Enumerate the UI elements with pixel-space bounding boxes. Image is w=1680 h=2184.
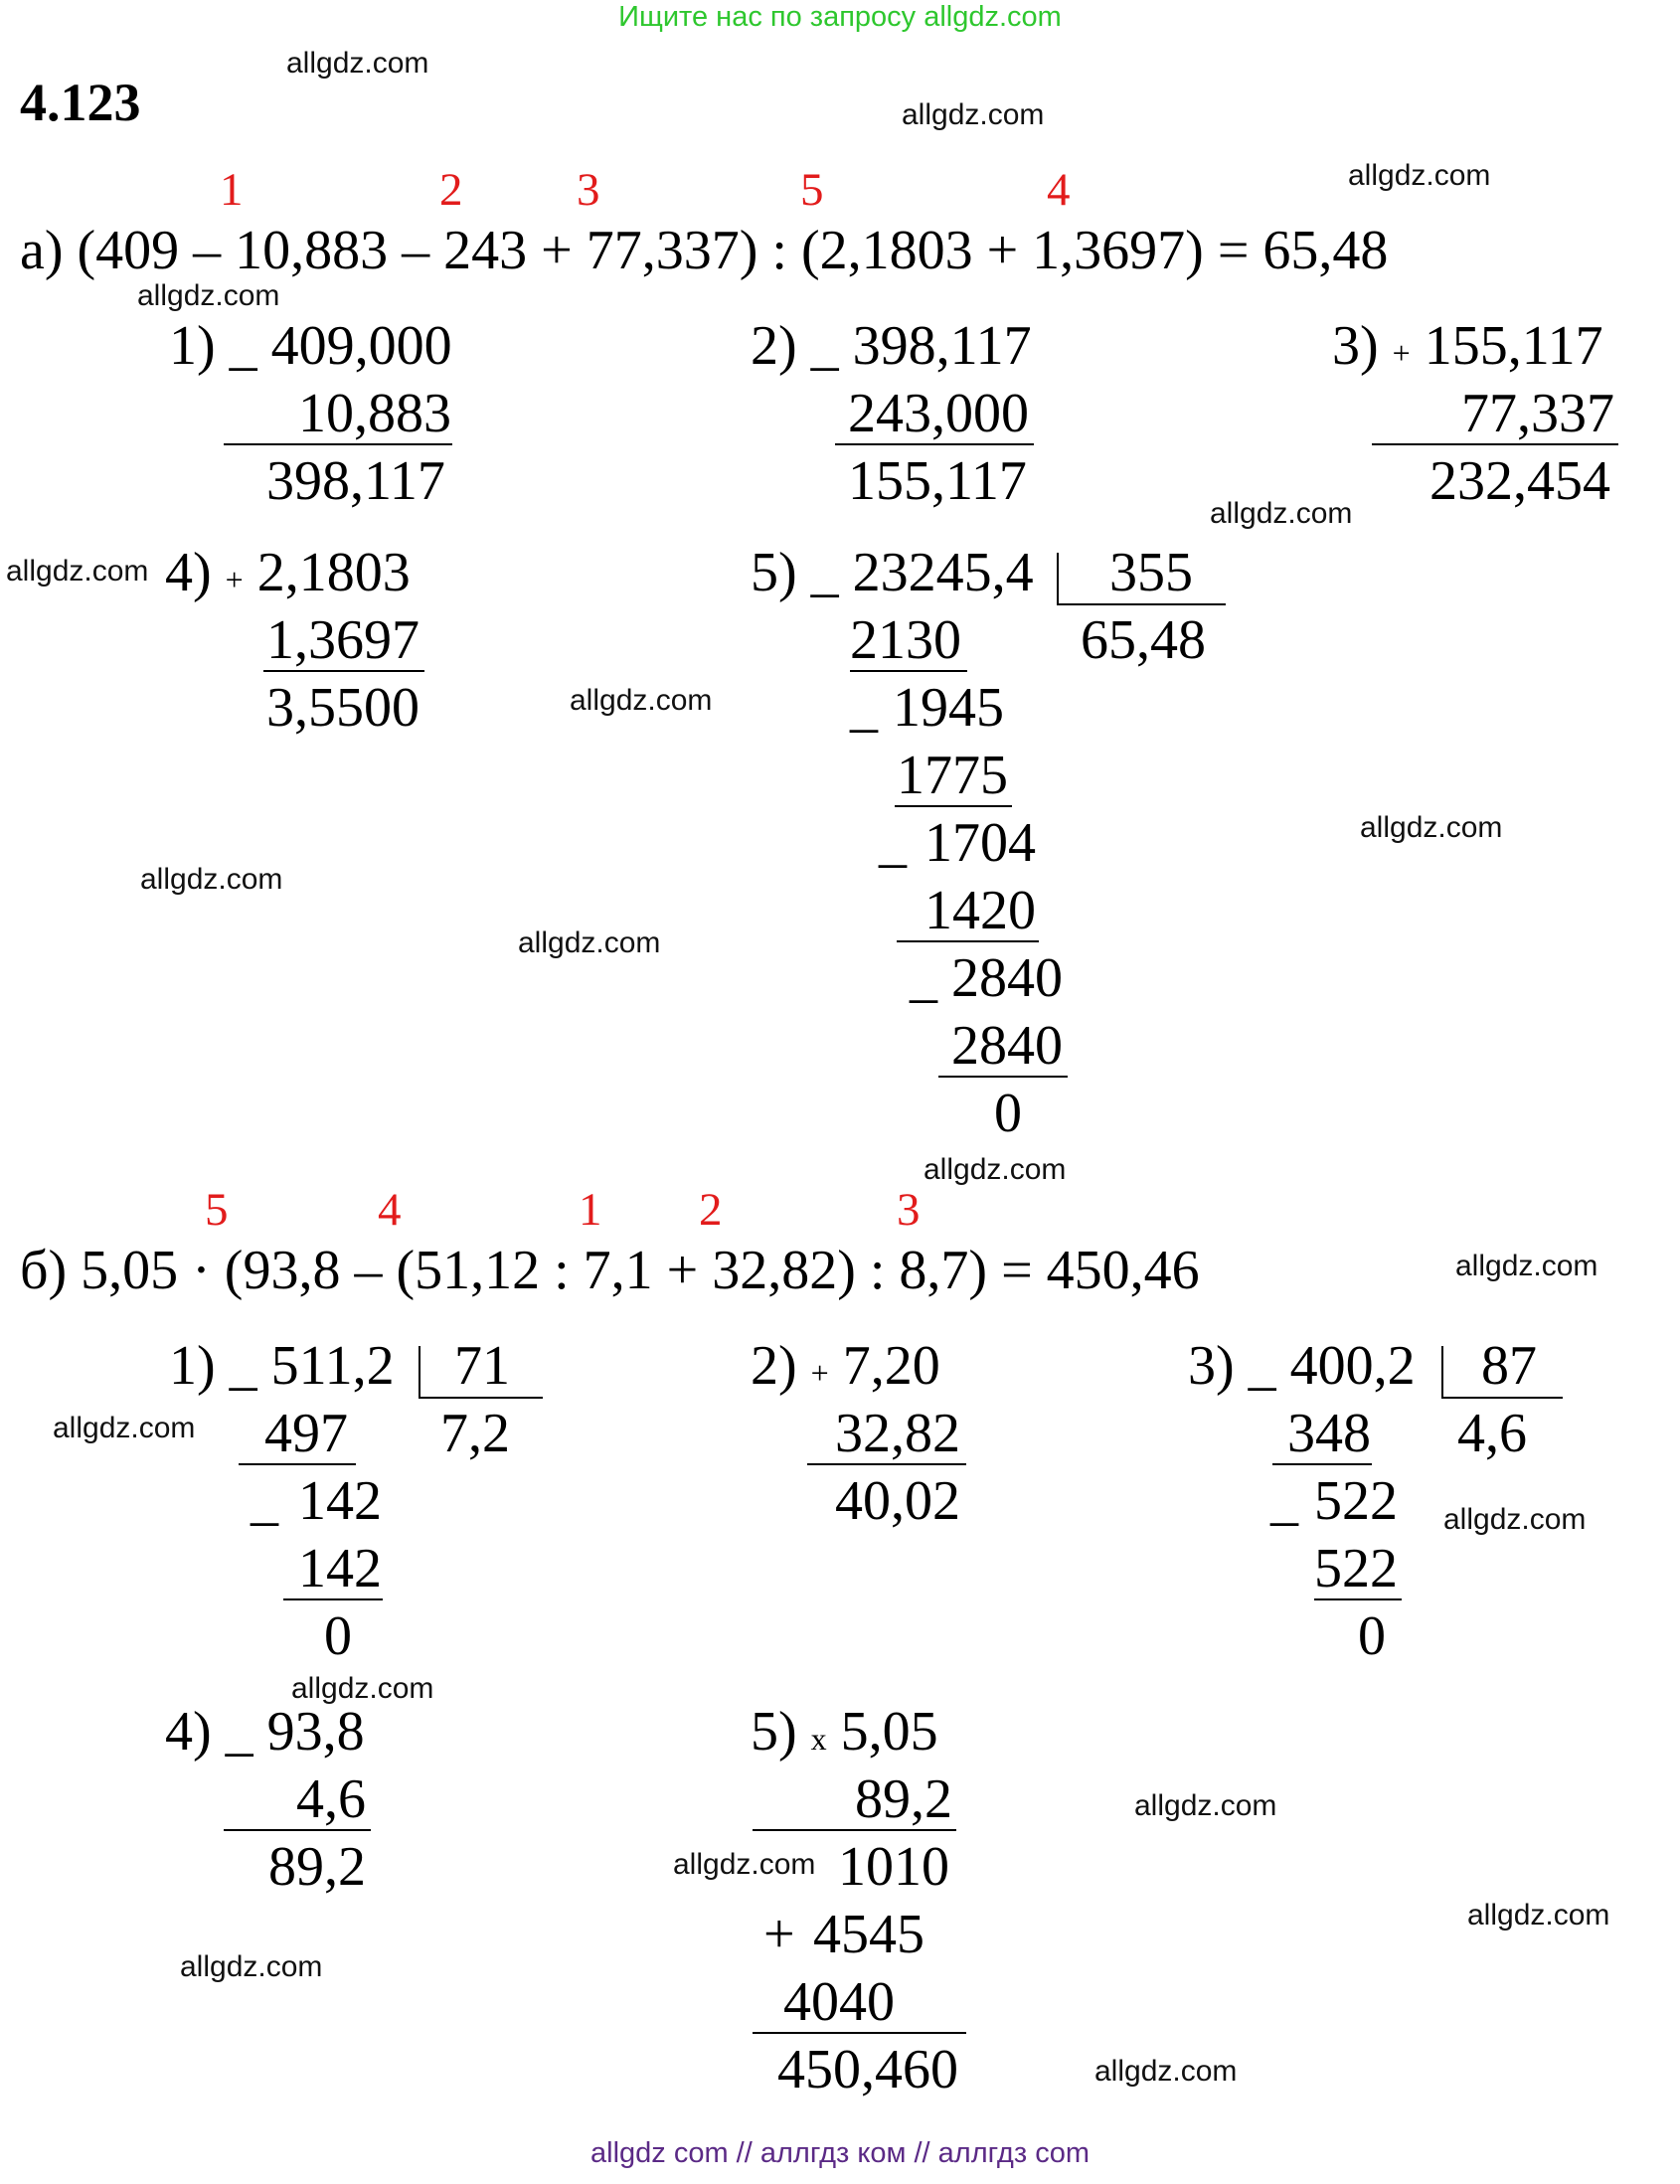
operand: 5,05	[840, 1701, 938, 1763]
minus-sign: _	[910, 947, 937, 1009]
sum-line	[239, 1463, 356, 1465]
watermark: allgdz.com	[1443, 1503, 1587, 1536]
watermark: allgdz.com	[924, 1153, 1067, 1186]
sum-line	[263, 670, 424, 672]
step-label: 1)	[169, 315, 216, 377]
division-row: 0	[1358, 1605, 1386, 1667]
minus-sign: _	[251, 1470, 278, 1532]
operand: 10,883	[298, 383, 451, 444]
quotient: 65,48	[1081, 609, 1206, 671]
order-mark: 4	[378, 1184, 402, 1236]
division-row: 2840	[951, 947, 1063, 1009]
partial-product: 4040	[783, 1971, 895, 2033]
result: 450,460	[777, 2039, 958, 2100]
minus-sign: _	[1270, 1470, 1298, 1532]
result: 89,2	[268, 1836, 366, 1898]
quotient: 4,6	[1457, 1403, 1527, 1464]
footer-links[interactable]: allgdz com // аллгдз ком // аллгдз com	[590, 2137, 1090, 2169]
op-sign: +	[1392, 335, 1411, 371]
sum-line	[807, 1463, 966, 1465]
plus-sign: +	[763, 1904, 795, 1965]
divisor: 71	[454, 1335, 510, 1397]
sum-line	[1372, 443, 1618, 445]
calc-a3	[1332, 312, 1603, 387]
partial-product: 4545	[813, 1904, 924, 1965]
step-label: 3)	[1188, 1335, 1235, 1397]
calc-b4	[165, 1698, 365, 1765]
calc-b3	[1188, 1332, 1416, 1400]
division-row: 0	[324, 1605, 352, 1667]
result: 3,5500	[266, 677, 420, 739]
operand: 7,20	[842, 1335, 940, 1397]
operand: 4,6	[296, 1768, 366, 1830]
divisor: 355	[1109, 542, 1193, 603]
sum-line	[895, 805, 1012, 807]
watermark: allgdz.com	[286, 47, 429, 80]
order-mark: 2	[699, 1184, 723, 1236]
operand: 93,8	[266, 1701, 365, 1763]
quotient: 7,2	[440, 1403, 510, 1464]
watermark: allgdz.com	[1360, 811, 1503, 844]
result: 398,117	[266, 450, 445, 512]
operand: 243,000	[848, 383, 1029, 444]
watermark: allgdz.com	[1348, 159, 1491, 192]
division-row: 348	[1287, 1403, 1371, 1464]
sum-line	[850, 670, 967, 672]
sum-line	[897, 940, 1039, 942]
division-row: 522	[1314, 1538, 1398, 1599]
division-bar	[419, 1346, 420, 1398]
order-mark: 3	[577, 164, 600, 216]
watermark: allgdz.com	[180, 1950, 323, 1983]
sum-line	[835, 443, 1034, 445]
division-row: 497	[264, 1403, 348, 1464]
op-sign: _	[229, 315, 257, 377]
op-sign: _	[810, 315, 839, 377]
sum-line	[283, 1598, 383, 1600]
watermark: allgdz.com	[1134, 1789, 1277, 1822]
division-bar	[1057, 553, 1059, 604]
order-mark: 5	[205, 1184, 229, 1236]
division-row: 0	[994, 1083, 1022, 1144]
division-row: 142	[298, 1538, 382, 1599]
division-row: 522	[1314, 1470, 1398, 1532]
task-number: 4.123	[20, 73, 141, 132]
calc-a5	[751, 539, 1034, 606]
watermark: allgdz.com	[137, 279, 280, 312]
operand: 89,2	[855, 1768, 952, 1830]
order-mark: 2	[439, 164, 463, 216]
calc-b1	[169, 1332, 395, 1400]
op-sign: _	[229, 1335, 257, 1397]
watermark: allgdz.com	[1455, 1250, 1598, 1282]
minus-sign: _	[879, 812, 907, 874]
watermark: allgdz.com	[291, 1672, 434, 1705]
header-search-hint[interactable]: Ищите нас по запросу allgdz.com	[618, 1, 1062, 33]
division-row: 1704	[924, 812, 1036, 874]
calc-a1	[169, 312, 452, 380]
operand: 398,117	[852, 315, 1032, 377]
watermark: allgdz.com	[902, 98, 1045, 131]
division-bar	[1441, 1346, 1443, 1398]
watermark: allgdz.com	[518, 926, 661, 959]
step-label: 2)	[751, 1335, 797, 1397]
division-row: 1420	[924, 880, 1036, 941]
calc-b5	[751, 1698, 938, 1772]
step-label: 5)	[751, 542, 797, 603]
dividend: 23245,4	[852, 542, 1034, 603]
op-sign: _	[810, 542, 839, 603]
watermark: allgdz.com	[140, 863, 283, 896]
sum-line	[224, 443, 452, 445]
op-sign: _	[1248, 1335, 1276, 1397]
step-label: 3)	[1332, 315, 1379, 377]
watermark: allgdz.com	[6, 555, 149, 588]
partial-product: 1010	[838, 1836, 949, 1898]
operand: 77,337	[1461, 383, 1614, 444]
op-sign: +	[225, 562, 244, 597]
dividend: 511,2	[270, 1335, 395, 1397]
watermark: allgdz.com	[673, 1848, 816, 1881]
op-sign: x	[810, 1721, 827, 1757]
division-row: 1945	[893, 677, 1004, 739]
order-mark: 3	[897, 1184, 921, 1236]
division-row: 142	[298, 1470, 382, 1532]
operand: 32,82	[835, 1403, 960, 1464]
sum-line	[753, 2032, 966, 2034]
watermark: allgdz.com	[570, 684, 713, 717]
sum-line	[1314, 1598, 1402, 1600]
division-row: 1775	[897, 745, 1008, 806]
dividend: 400,2	[1289, 1335, 1416, 1397]
result: 40,02	[835, 1470, 960, 1532]
order-mark: 1	[579, 1184, 602, 1236]
calc-a4	[165, 539, 411, 613]
step-label: 4)	[165, 1701, 212, 1763]
order-mark: 1	[220, 164, 244, 216]
op-sign: +	[810, 1355, 829, 1391]
sum-line	[1272, 1463, 1372, 1465]
calc-b2	[751, 1332, 940, 1407]
division-row: 2840	[951, 1015, 1063, 1077]
order-mark: 4	[1047, 164, 1071, 216]
operand: 155,117	[1424, 315, 1603, 377]
watermark: allgdz.com	[53, 1412, 196, 1444]
sum-line	[224, 1829, 371, 1831]
step-label: 4)	[165, 542, 212, 603]
operand: 2,1803	[256, 542, 411, 603]
step-label: 5)	[751, 1701, 797, 1763]
calc-a2	[751, 312, 1032, 380]
order-mark: 5	[800, 164, 824, 216]
step-label: 2)	[751, 315, 797, 377]
result: 155,117	[848, 450, 1027, 512]
op-sign: _	[225, 1701, 253, 1763]
sum-line	[938, 1076, 1068, 1078]
watermark: allgdz.com	[1210, 497, 1353, 530]
expression-b: б) 5,05 · (93,8 – (51,12 : 7,1 + 32,82) : 8,7) = 450,46	[20, 1240, 1200, 1301]
expression-a: а) (409 – 10,883 – 243 + 77,337) : (2,1803 + 1,3697) = 65,48	[20, 220, 1389, 281]
operand: 1,3697	[266, 609, 420, 671]
step-label: 1)	[169, 1335, 216, 1397]
watermark: allgdz.com	[1467, 1899, 1610, 1932]
watermark: allgdz.com	[1094, 2055, 1238, 2088]
operand: 409,000	[270, 315, 452, 377]
minus-sign: _	[850, 677, 878, 739]
divisor: 87	[1481, 1335, 1537, 1397]
division-row: 2130	[850, 609, 961, 671]
result: 232,454	[1429, 450, 1610, 512]
sum-line	[753, 1829, 956, 1831]
